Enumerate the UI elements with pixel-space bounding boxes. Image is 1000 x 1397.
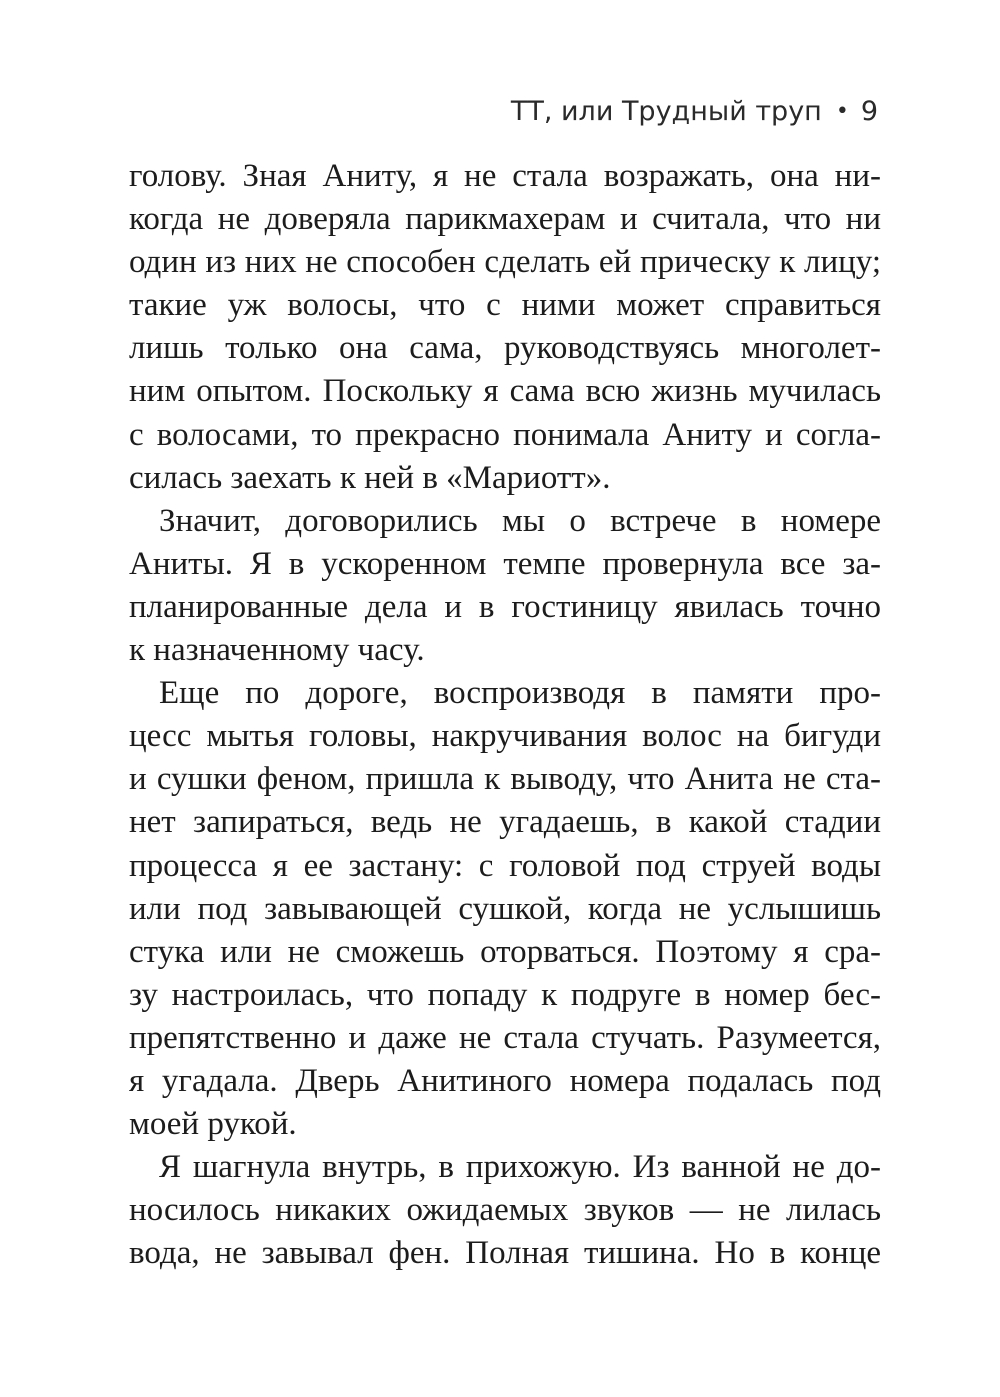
text-line: к назначенному часу. (129, 632, 425, 669)
text-line: процесса я ее застану: с головой под струей воды (129, 847, 881, 884)
paragraph (129, 155, 881, 500)
text-line: нет запираться, ведь не угадаешь, в какой стадии (129, 804, 881, 841)
text-line: такие уж волосы, что с ними может справиться (129, 287, 881, 324)
text-line: и сушки феном, пришла к выводу, что Анита не ста- (129, 761, 881, 798)
text-line: препятственно и даже не стала стучать. Разумеется, (129, 1019, 881, 1056)
text-line: зу настроилась, что попаду к подруге в номер бес- (129, 976, 881, 1013)
paragraph (129, 672, 881, 1146)
text-line: моей рукой. (129, 1106, 297, 1143)
text-line: стука или не сможешь оторваться. Поэтому я сра- (129, 933, 881, 970)
text-line: Я шагнула внутрь, в прихожую. Из ванной не до- (159, 1149, 881, 1186)
text-line: с волосами, то прекрасно понимала Аниту и согла- (129, 416, 881, 453)
text-line: силась заехать к ней в «Мариотт». (129, 459, 611, 496)
text-line: голову. Зная Аниту, я не стала возражать, она ни- (129, 158, 881, 194)
text-line: я угадала. Дверь Анитиного номера подалась под (129, 1062, 881, 1099)
header-bullet: • (835, 99, 849, 124)
text-line: Еще по дороге, воспроизводя в памяти про- (159, 675, 881, 712)
body-text (129, 155, 881, 1275)
text-line: ним опытом. Поскольку я сама всю жизнь мучилась (129, 373, 881, 410)
running-header-title: ТТ, или Трудный труп (510, 96, 822, 127)
text-line: вода, не завывал фен. Полная тишина. Но в конце (129, 1235, 881, 1272)
text-line: Аниты. Я в ускоренном темпе провернула все за- (129, 545, 881, 582)
paragraph (129, 500, 881, 672)
running-header (511, 92, 878, 132)
text-line: носилось никаких ожидаемых звуков — не лилась (129, 1192, 881, 1229)
text-line: когда не доверяла парикмахерам и считала, что ни (129, 201, 881, 238)
text-line: один из них не способен сделать ей прическу к лицу; (129, 244, 881, 281)
text-line: Значит, договорились мы о встрече в номере (159, 502, 881, 539)
paragraph (129, 1146, 881, 1275)
page-number: 9 (860, 96, 878, 127)
text-line: лишь только она сама, руководствуясь многолет- (129, 330, 881, 367)
text-line: цесс мытья головы, накручивания волос на бигуди (129, 718, 881, 755)
text-line: или под завывающей сушкой, когда не услышишь (129, 890, 881, 927)
text-line: планированные дела и в гостиницу явилась точно (129, 588, 881, 625)
